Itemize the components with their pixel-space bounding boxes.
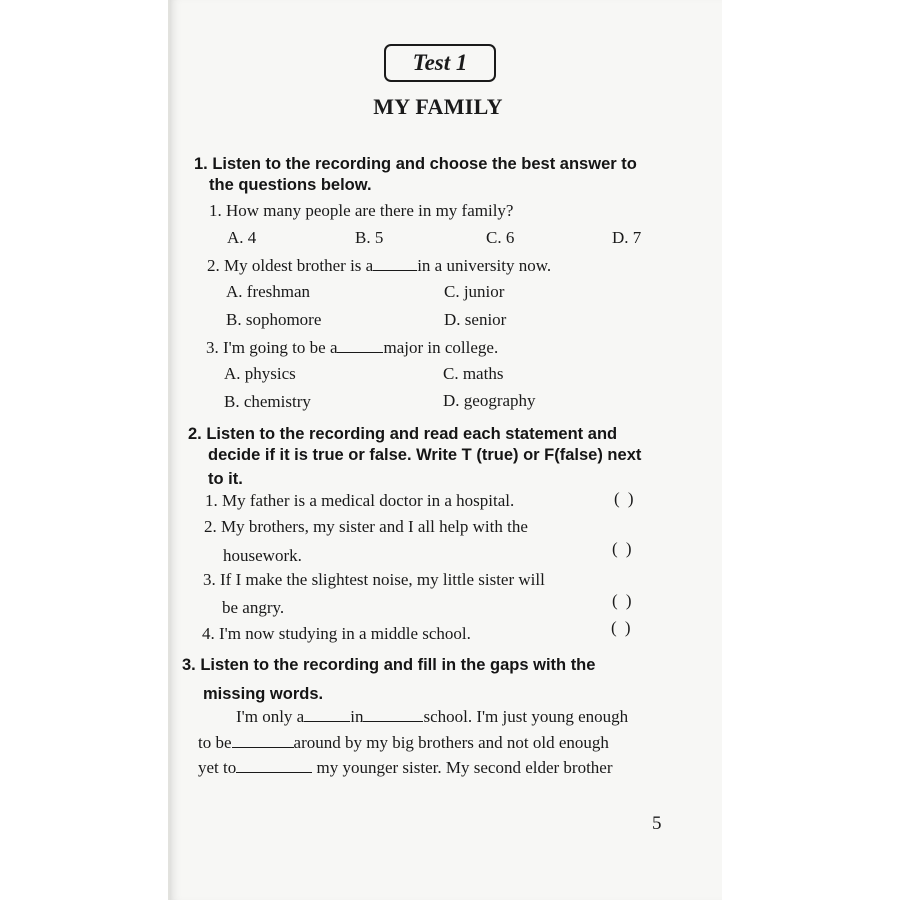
page-title: MY FAMILY [373,94,503,119]
test-label-box [384,44,496,82]
question-3-option-a: A. physics [224,364,296,383]
statement-2-line2: housework. [223,546,302,565]
question-2-stem-before: 2. My oldest brother is a [207,256,374,275]
question-2-stem-after: in a university now. [417,256,552,275]
section1-heading-line1: 1. Listen to the recording and choose the best answer to [194,155,637,173]
statement-2-line1: 2. My brothers, my sister and I all help with the [204,517,528,536]
blank [373,256,417,271]
question-1-option-b: B. 5 [355,228,384,247]
passage-line-1 [236,707,628,727]
blank [232,733,294,748]
question-1-option-d: D. 7 [612,228,642,247]
passage-line-2-a: to be [198,733,232,752]
question-2-option-b: B. sophomore [226,310,322,329]
blank [337,338,383,353]
passage-line-1-c: school. I'm just young enough [423,707,629,726]
passage-line-2-b: around by my big brothers and not old enough [293,733,609,752]
question-2-option-a: A. freshman [226,282,311,301]
passage-line-2 [198,733,609,753]
passage-line-3-a: yet to [198,758,237,777]
statement-4: 4. I'm now studying in a middle school. [202,624,471,643]
answer-box-2: ( ) [612,539,634,558]
question-3-stem-after: major in college. [383,338,499,357]
question-1-option-c: C. 6 [486,228,515,247]
passage-line-1-b: in [350,707,364,726]
test-label: Test 1 [412,50,468,75]
section2-heading-line3: to it. [208,470,243,488]
answer-box-1: ( ) [614,489,636,508]
question-2-option-d: D. senior [444,310,507,329]
page-number: 5 [652,813,662,834]
blank [363,707,423,722]
section2-heading-line2: decide if it is true or false. Write T (true) or F(false) next [208,446,642,464]
section3-heading-line2: missing words. [203,685,324,703]
section1-heading-line2: the questions below. [209,176,372,194]
question-3-stem-before: 3. I'm going to be a [206,338,338,357]
passage-line-3-b: my younger sister. My second elder brother [316,758,613,777]
statement-1: 1. My father is a medical doctor in a hospital. [205,491,515,510]
blank [236,758,312,773]
blank [304,707,350,722]
question-1-option-a: A. 4 [227,228,257,247]
passage-line-1-a: I'm only a [236,707,305,726]
statement-3-line2: be angry. [222,598,285,617]
question-3-option-b: B. chemistry [224,392,311,411]
question-3-stem [206,338,498,358]
answer-box-3: ( ) [612,591,634,610]
question-2-option-c: C. junior [444,282,505,301]
question-1-stem: 1. How many people are there in my family? [209,201,514,220]
question-2-stem [207,256,551,276]
section3-heading-line1: 3. Listen to the recording and fill in the gaps with the [182,656,596,674]
section2-heading-line1: 2. Listen to the recording and read each statement and [188,425,618,443]
passage-line-3 [198,758,613,778]
question-3-option-c: C. maths [443,364,504,383]
question-3-option-d: D. geography [443,391,536,410]
statement-3-line1: 3. If I make the slightest noise, my little sister will [203,570,545,589]
answer-box-4: ( ) [611,618,633,637]
